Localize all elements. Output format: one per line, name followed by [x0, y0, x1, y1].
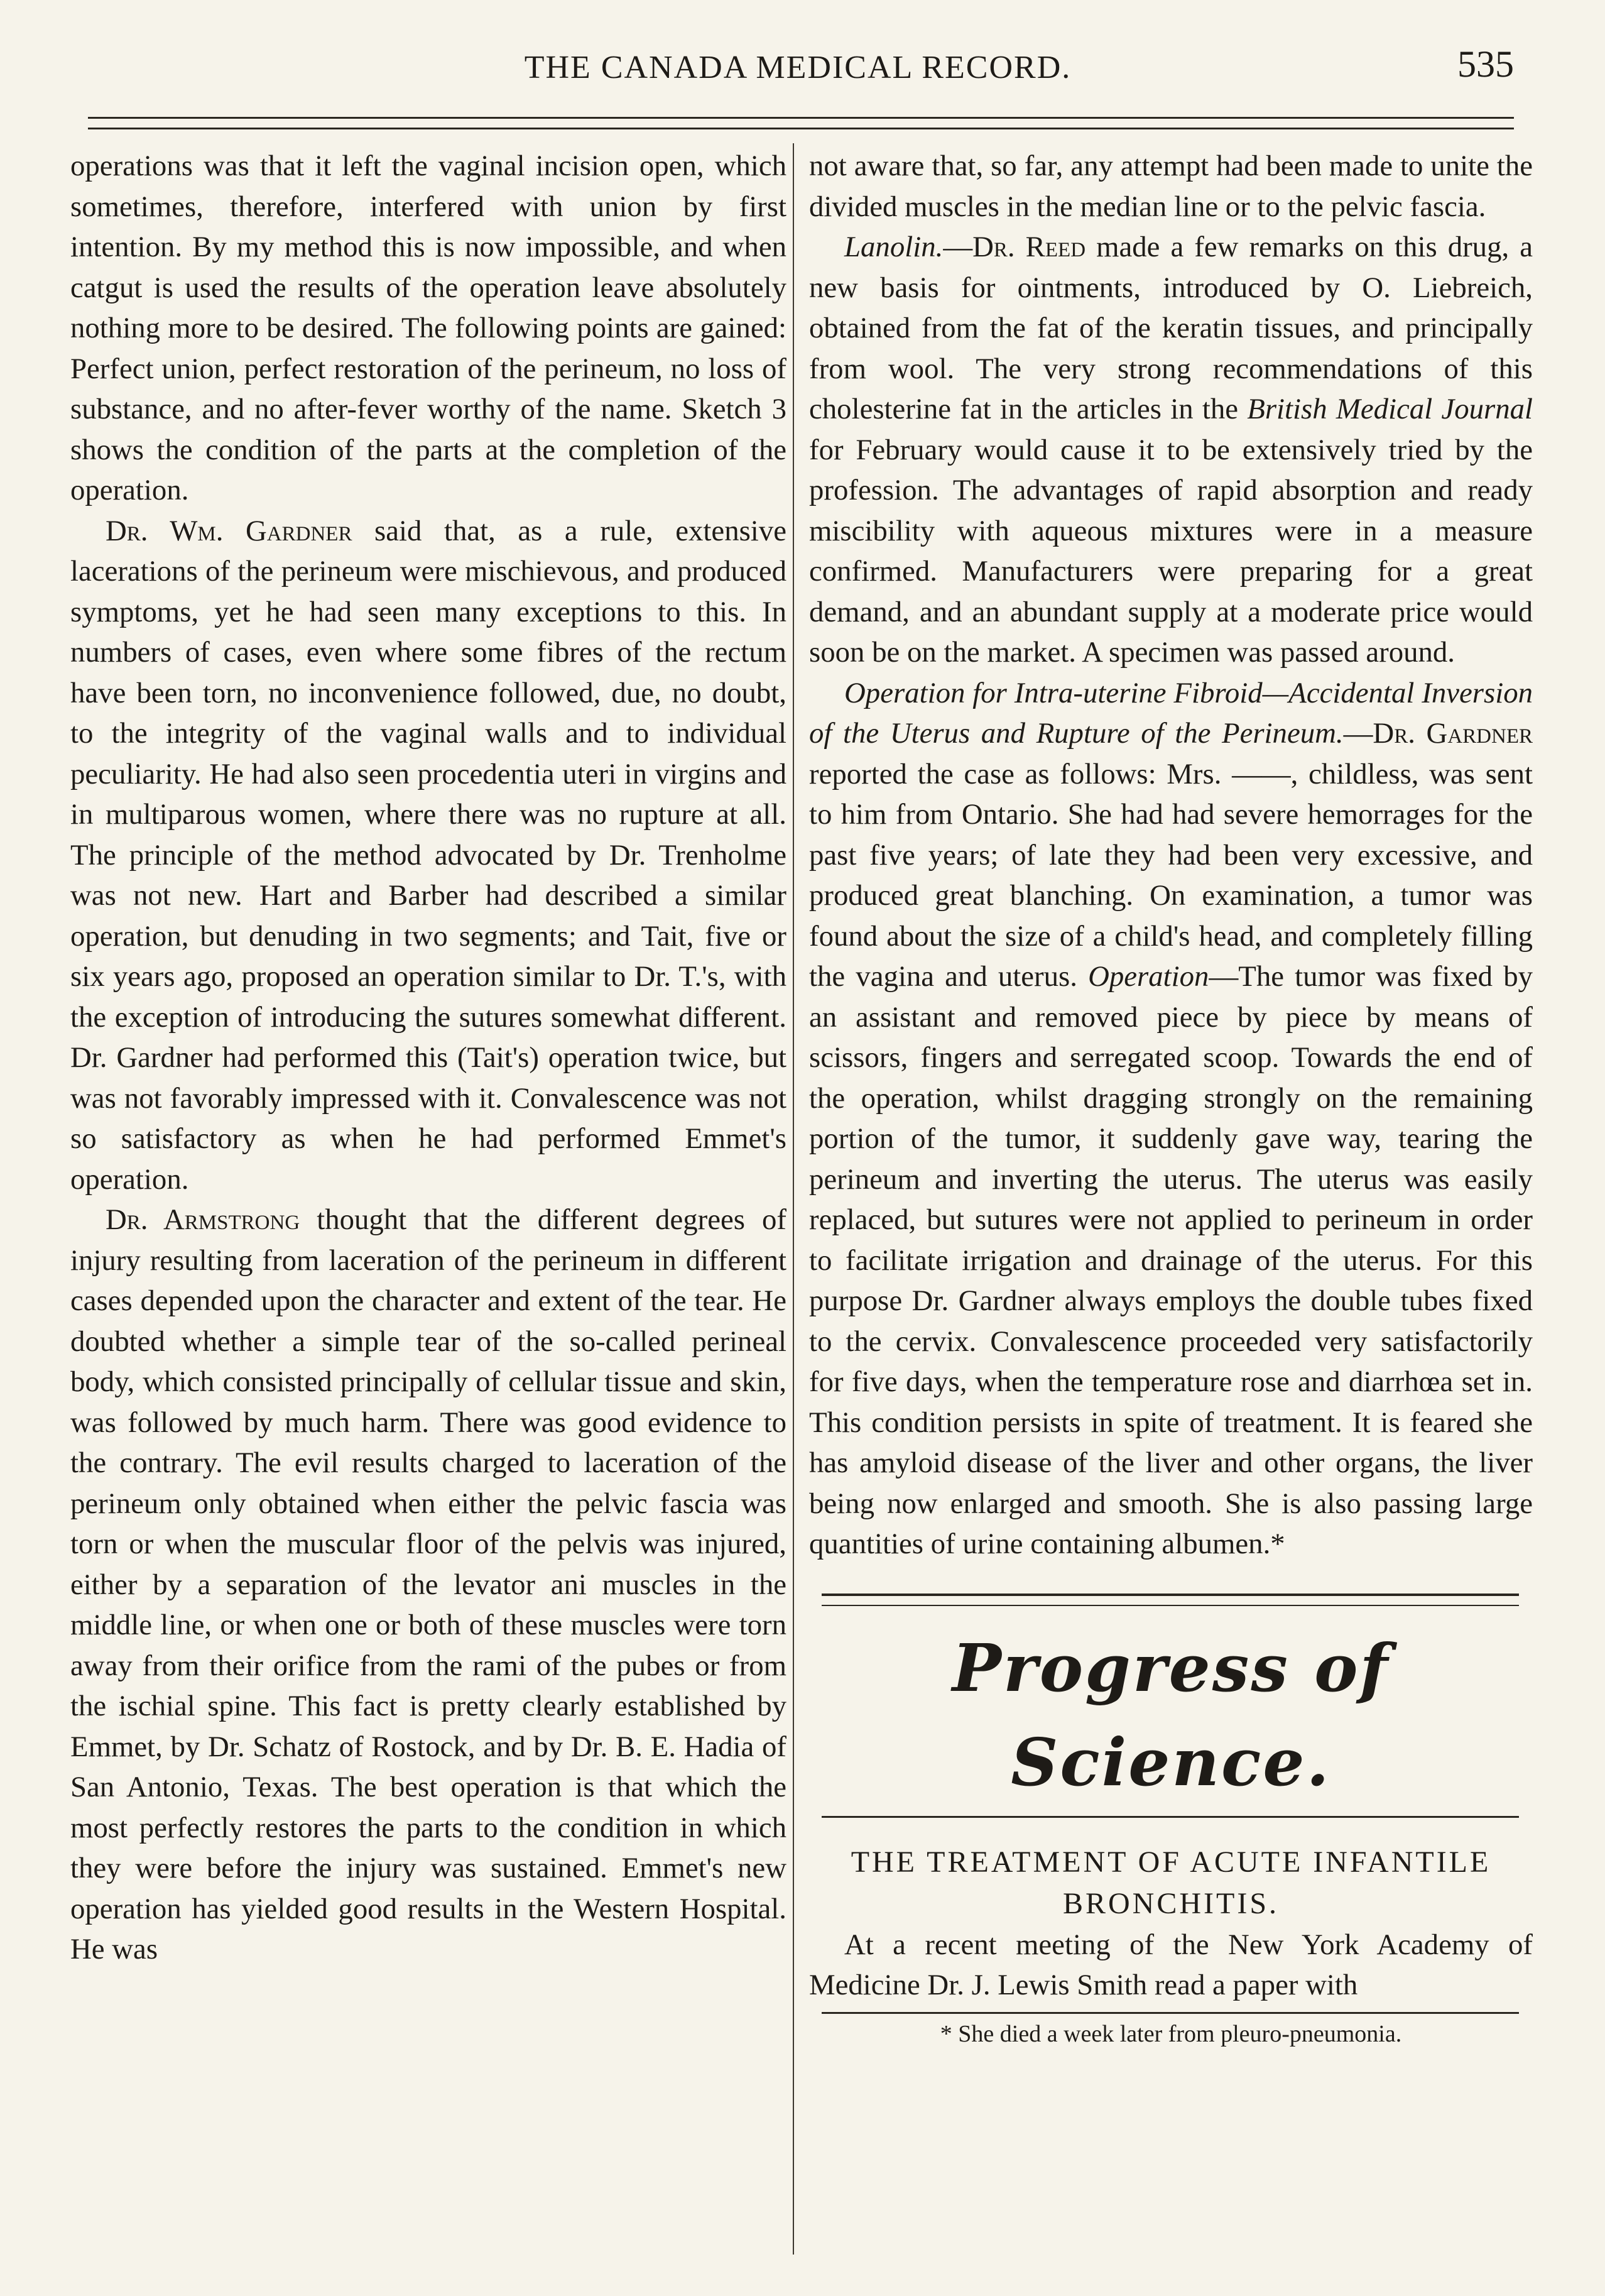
speaker-name: Dr. Reed: [972, 231, 1086, 263]
right-column: [809, 146, 1533, 2052]
left-column: [70, 146, 786, 1970]
paragraph-text: made a few remarks on this drug, a new basis for ointments, introduced by O. Liebreich, obtained from the fat of the keratin tissues, and principally from wool. The very strong recommendations of this cholesterine fat in the articles in the: [809, 231, 1533, 425]
header-rule: [88, 117, 1514, 129]
paragraph-bronchitis-intro: At a recent meeting of the New York Academy of Medicine Dr. J. Lewis Smith read a paper with: [809, 1928, 1533, 2001]
subsection-heading: Operation for Intra-uterine Fibroid—Accidental Inversion of the Uterus and Rupture of the Perineum.: [809, 676, 1533, 750]
journal-citation: British Medical Journal: [1247, 393, 1533, 425]
paragraph-lanolin: Lanolin.—Dr. Reed made a few remarks on this drug, a new basis for ointments, introduced by O. Liebreich, obtained from the fat of the keratin tissues, and principally from wool. The very strong recommendations of this cholesterine fat in the articles in the British Medical Journal for February would cause it to be extensively tried by the profession. The advantages of rapid absorption and ready miscibility with aqueous mixtures were in a measure confirmed. Manufacturers were preparing for a great demand, and an abundant supply at a moderate price would soon be on the market. A specimen was passed around.: [809, 231, 1533, 669]
page-number: 535: [1457, 43, 1514, 85]
footnote-rule: [822, 2012, 1519, 2014]
page-header: [69, 39, 1526, 108]
footnote: * She died a week later from pleuro-pneumonia.: [940, 2020, 1402, 2047]
section-rule-top: [822, 1594, 1519, 1606]
operation-label: Operation: [1088, 960, 1209, 993]
journal-title: THE CANADA MEDICAL RECORD.: [524, 50, 1072, 85]
section-rule-bottom: [822, 1816, 1519, 1818]
paragraph-text: The tumor was fixed by an assistant and removed piece by piece by means of scissors, fingers and serregated scoop. Towards the end of the operation, whilst dragging strongly on the remaining portion of the tumor, it suddenly gave way, tearing the perineum and inverting the uterus. The uterus was easily replaced, but sutures were not applied to perineum in order to facilitate irrigation and drainage of the uterus. For this purpose Dr. Gardner always employs the double tubes fixed to the cervix. Convalescence proceeded very satisfactorily for five days, when the temperature rose and diarrhœa set in. This condition persists in spite of treatment. It is feared she has amyloid disease of the liver and other organs, the liver being now enlarged and smooth. She is also passing large quantities of urine containing albumen.*: [809, 960, 1533, 1560]
article-title: THE TREATMENT OF ACUTE INFANTILE BRONCHITIS.: [851, 1845, 1491, 1920]
paragraph-text: for February would cause it to be extensively tried by the profession. The advantages of rapid absorption and ready miscibility with aqueous mixtures were in a measure confirmed. Manufacturers were preparing for a great demand, and an abundant supply at a moderate price would soon be on the market. A specimen was passed around.: [809, 433, 1533, 669]
subsection-heading: Lanolin.: [844, 231, 944, 263]
paragraph-text: said that, as a rule, extensive lacerations of the perineum were mischievous, and produced symptoms, yet he had seen many exceptions to this. In numbers of cases, even where some fibres of the rectum have been torn, no inconvenience followed, due, no doubt, to the integrity of the vaginal walls and to individual peculiarity. He had also seen procedentia uteri in virgins and in multiparous women, where there was no rupture at all. The principle of the method advocated by Dr. Trenholme was not new. Hart and Barber had described a similar operation, but denuding in two segments; and Tait, five or six years ago, proposed an operation similar to Dr. T.'s, with the exception of introducing the sutures somewhat different. Dr. Gardner had performed this (Tait's) operation twice, but was not favorably impressed with it. Convalescence was not so satisfactory as when he had performed Emmet's operation.: [70, 514, 786, 1196]
section-title: Progress of Science.: [952, 1629, 1390, 1801]
paragraph-trenholme-conclusion: operations was that it left the vaginal incision open, which sometimes, therefore, interfered with union by first intention. By my method this is now impossible, and when catgut is used the results of the operation leave absolutely nothing more to be desired. The following points are gained: Perfect union, perfect restoration of the perineum, no loss of substance, and no after-fever worthy of the name. Sketch 3 shows the condition of the parts at the completion of the operation.: [70, 150, 786, 506]
paragraph-text: reported the case as follows: Mrs. ——, childless, was sent to him from Ontario. She had had severe hemorrages for the past five years; of late they had been very excessive, and produced great blanching. On examination, a tumor was found about the size of a child's head, and completely filling the vagina and uterus.: [809, 757, 1533, 993]
speaker-name: Dr. Gardner: [1373, 717, 1533, 750]
speaker-name: Dr. Armstrong: [106, 1203, 300, 1236]
paragraph-armstrong-remarks: [70, 1200, 786, 1970]
paragraph-armstrong-continued: not aware that, so far, any attempt had been made to unite the divided muscles in the median line or to the pelvic fascia.: [809, 150, 1533, 223]
paragraph-fibroid-case: Operation for Intra-uterine Fibroid—Accidental Inversion of the Uterus and Rupture of the Perineum.—Dr. Gardner reported the case as follows: Mrs. ——, childless, was sent to him from Ontario. She had had severe hemorrages for the past five years; of late they had been very excessive, and produced great blanching. On examination, a tumor was found about the size of a child's head, and completely filling the vagina and uterus. Operation—The tumor was fixed by an assistant and removed piece by piece by means of scissors, fingers and serregated scoop. Towards the end of the operation, whilst dragging strongly on the remaining portion of the tumor, it suddenly gave way, tearing the perineum and inverting the uterus. The uterus was easily replaced, but sutures were not applied to perineum in order to facilitate irrigation and drainage of the uterus. For this purpose Dr. Gardner always employs the double tubes fixed to the cervix. Convalescence proceeded very satisfactorily for five days, when the temperature rose and diarrhœa set in. This condition persists in spite of treatment. It is feared she has amyloid disease of the liver and other organs, the liver being now enlarged and smooth. She is also passing large quantities of urine containing albumen.*: [809, 676, 1533, 1560]
paragraph-text: thought that the different degrees of injury resulting from laceration of the perineum in different cases depended upon the character and extent of the tear. He doubted whether a simple tear of the so-called perineal body, which consisted principally of cellular tissue and skin, was followed by much harm. There was good evidence to the contrary. The evil results charged to laceration of the perineum only obtained when either the pelvic fascia was torn or when the muscular floor of the pelvis was injured, either by a separation of the levator ani muscles in the middle line, or when one or both of these muscles were torn away from their orifice from the rami of the pubes or from the ischial spine. This fact is pretty clearly established by Emmet, by Dr. Schatz of Rostock, and by Dr. B. E. Hadia of San Antonio, Texas. The best operation is that which the most perfectly restores the parts to the condition in which they were before the injury was sustained. Emmet's new operation has yielded good results in the Western Hospital. He was: [70, 1203, 786, 1965]
column-divider: [793, 143, 794, 2255]
paragraph-gardner-remarks: [70, 511, 786, 1200]
speaker-name: Dr. Wm. Gardner: [106, 514, 352, 547]
